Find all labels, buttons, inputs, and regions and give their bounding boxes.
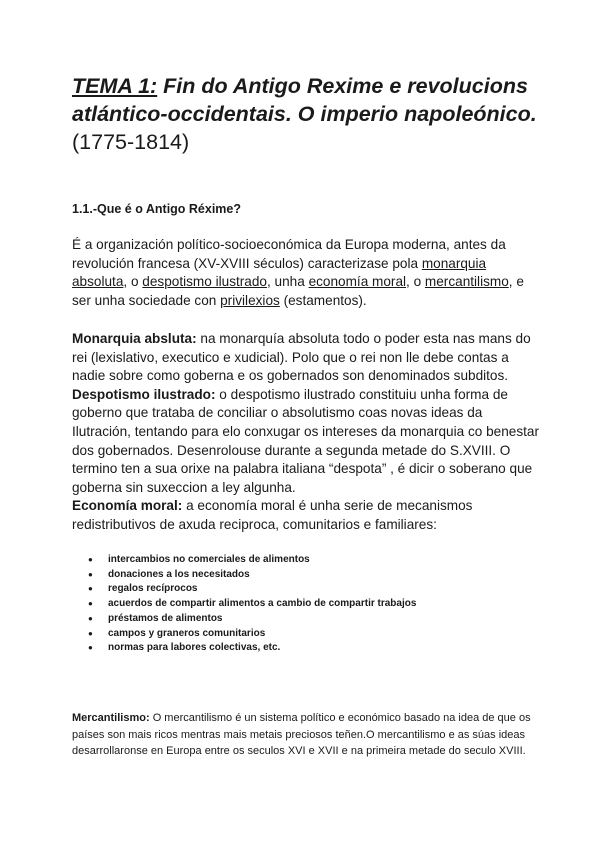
list-item: ● acuerdos de compartir alimentos a cambio de compartir trabajos [88, 597, 508, 612]
definition-term: Economía moral: [72, 498, 183, 514]
list-item: ● intercambios no comerciales de alimentos [88, 553, 508, 568]
definition-economia [72, 497, 542, 534]
definition-term: Despotismo ilustrado: [72, 386, 216, 402]
intro-paragraph [72, 236, 542, 310]
definition-term: Monarquia absluta: [72, 331, 197, 346]
list-item: ● normas para labores colectivas, etc. [88, 641, 508, 656]
link-privilexios[interactable]: privilexios [220, 292, 280, 308]
link-monarquia-absoluta[interactable]: monarquia absoluta [72, 255, 487, 290]
intro-text: É a organización político-socioeconómica da Europa moderna, antes da revolución francesa (XV-XVIII séculos) caracterizase pola [72, 237, 506, 271]
definitions-block [72, 330, 542, 535]
title-years: (1775-1814) [72, 130, 190, 154]
definition-monarquia [72, 330, 542, 386]
list-item: ● campos y graneros comunitarios [88, 627, 508, 642]
title-main-text: Fin do Antigo Rexime e revolucions atlántico-occidentais. O imperio napoleónico. [72, 74, 537, 126]
intro-text: , o [123, 274, 143, 290]
link-despotismo-ilustrado[interactable]: despotismo ilustrado [142, 274, 267, 290]
mercantilismo-text: O mercantilismo é un sistema político e económico basado na idea de que os países son mais ricos mentras mais metais preciosos teñen.O mercantilismo e as súas ideas desarrollaronse en Europa entre os seculos XVI e XVII e na primeira metade do seculo XVIII. [72, 712, 531, 757]
intro-text: , e ser unha sociedade con [72, 274, 524, 308]
economia-moral-list [88, 553, 508, 656]
intro-text: (estamentos). [279, 292, 367, 308]
title-tema-label: TEMA 1: [72, 74, 158, 98]
link-economia-moral[interactable]: economía moral [308, 274, 407, 290]
list-item: ● donaciones a los necesitados [88, 568, 508, 583]
list-item: ● regalos recíprocos [88, 582, 508, 597]
mercantilismo-paragraph [72, 710, 542, 760]
definition-despotismo [72, 386, 542, 498]
section-heading: 1.1.-Que é o Antigo Réxime? [72, 202, 242, 216]
definition-text: na monarquía absoluta todo o poder esta nas mans do rei (lexislativo, executico e xudicial). Polo que o rei non lle debe contas a nadie sobre como goberna e os gobernados son denominados subditos. [72, 331, 531, 384]
intro-text: , o [406, 274, 425, 290]
list-item: ● préstamos de alimentos [88, 612, 508, 627]
definition-text: a economía moral é unha serie de mecanismos redistributivos de axuda reciproca, comunitarios e familiares: [72, 498, 473, 532]
page-title [72, 72, 542, 156]
intro-text: , unha [266, 274, 309, 290]
mercantilismo-term: Mercantilismo: [72, 712, 150, 724]
link-mercantilismo[interactable]: mercantilismo [424, 274, 509, 290]
definition-text: o despotismo ilustrado constituiu unha forma de goberno que trataba de conciliar o absolutismo coas novas ideas da Ilutración, tentando para elo conxugar os intereses da monarquia co benestar dos gobernados. Desenrolouse durante a segunda metade do S.XVIII. O termino ten a sua orixe na palabra italiana “despota” , é dicir o soberano que goberna sin suxeccion a ley algunha. [72, 386, 540, 495]
